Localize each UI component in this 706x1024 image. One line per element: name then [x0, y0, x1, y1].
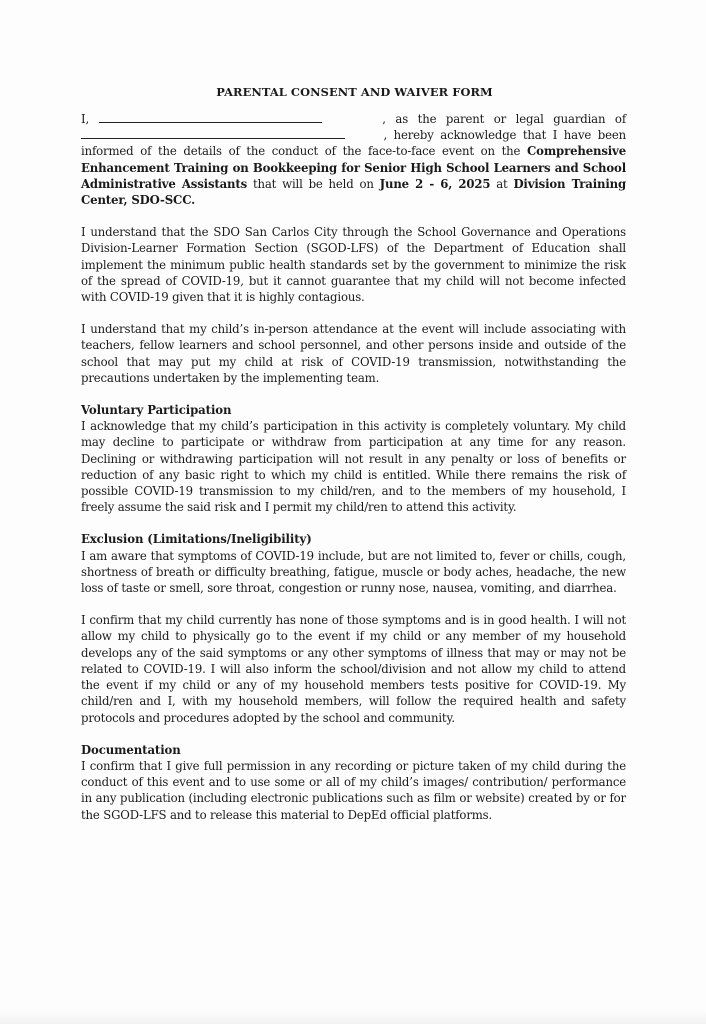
intro-text-1: informed of the details of the conduct of the face-to-face event on the — [81, 144, 528, 159]
scan-edge-shadow — [0, 1010, 706, 1024]
consent-form-page — [81, 85, 626, 839]
health-standards-paragraph: I understand that the SDO San Carlos City through the School Governance and Operations Division-Learner Formation Section (SGOD-LFS) of the Department of Education shall implement the minimum public health standards set by the government to minimize the risk of the spread of COVID-19, but it cannot guarantee that my child will not become infected with COVID-19 given that it is highly contagious. — [81, 225, 626, 305]
parent-name-field[interactable] — [99, 111, 322, 123]
event-date: June 2 - 6, 2025 — [379, 176, 491, 191]
intro-text-3: at — [490, 176, 514, 191]
intro-body — [81, 143, 626, 208]
section-heading: Exclusion (Limitations/Ineligibility) — [81, 532, 312, 547]
section-voluntary-participation — [81, 402, 626, 515]
section-documentation — [81, 742, 626, 823]
section-paragraph: I confirm that I give full permission in any recording or picture taken of my child during the conduct of this event and to use some or all of my child’s images/ contribution/ performance in any publication (including electronic publications such as film or website) created by or for the SGOD-LFS and to release this material to DepEd official platforms. — [81, 758, 626, 822]
section-paragraph: I acknowledge that my child’s participation in this activity is completely voluntary. My child may decline to participate or withdraw from participation at any time for any reason. Declining or withdrawing participation will not result in any penalty or loss of benefits or reduction of any basic right to which my child is entitled. While there remains the risk of possible COVID-19 transmission to my child/ren, and to the members of my household, I freely assume the said risk and I permit my child/ren to attend this activity. — [81, 419, 626, 515]
form-title: PARENTAL CONSENT AND WAIVER FORM — [216, 85, 493, 99]
attendance-risk-paragraph: I understand that my child’s in-person attendance at the event will include associating with teachers, fellow learners and school personnel, and other persons inside and outside of the school that may put my child at risk of COVID-19 transmission, notwithstanding the precautions undertaken by the implementing team. — [81, 322, 626, 385]
child-name-field[interactable] — [81, 127, 345, 139]
intro-paragraph — [81, 111, 626, 208]
section-exclusion — [81, 531, 626, 596]
intro-after-blank-1: , as the parent or legal guardian of — [382, 112, 626, 126]
section-heading: Documentation — [81, 742, 181, 757]
intro-after-blank-2: , hereby acknowledge that I have been — [383, 128, 626, 143]
section-heading: Voluntary Participation — [81, 403, 232, 418]
event-venue: Division Training Center, SDO-SCC. — [81, 176, 626, 208]
intro-line-2 — [81, 127, 626, 143]
intro-text-2: that will be held on — [247, 176, 380, 191]
event-name: Comprehensive Enhancement Training on Bookkeeping for Senior High School Learners and School Administrative Assistants — [81, 144, 626, 191]
intro-prefix: I, — [81, 112, 90, 126]
section-paragraph: I am aware that symptoms of COVID-19 include, but are not limited to, fever or chills, cough, shortness of breath or difficulty breathing, fatigue, muscle or body aches, headache, the new loss of taste or smell, sore throat, congestion or runny nose, nausea, vomiting, and diarrhea. — [81, 548, 626, 596]
intro-line-1 — [81, 111, 626, 127]
symptom-confirmation-paragraph: I confirm that my child currently has none of those symptoms and is in good health. I will not allow my child to physically go to the event if my child or any member of my household develops any of the said symptoms or any other symptoms of illness that may or may not be related to COVID-19. I will also inform the school/division and not allow my child to attend the event if my child or any of my household members tests positive for COVID-19. My child/ren and I, with my household members, will follow the required health and safety protocols and procedures adopted by the school and community. — [81, 613, 626, 725]
